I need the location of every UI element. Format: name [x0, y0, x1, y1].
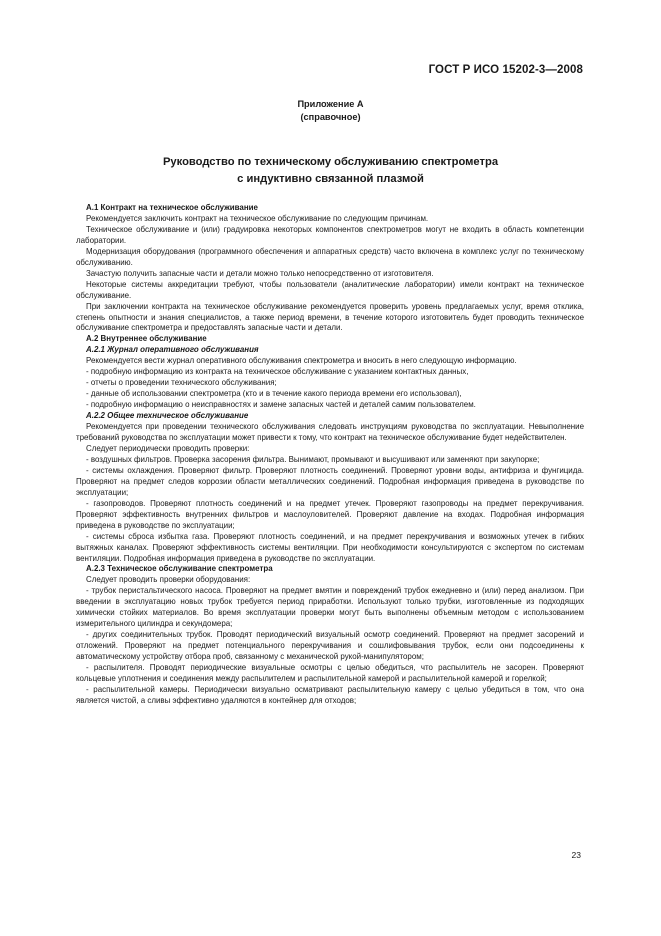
- paragraph: - системы сброса избытка газа. Проверяют плотность соединений, и на предмет перекручивания и возможных утечек в гибких вытяжных каналах. Проверяют эффективность системы вентиляции. При необходимости консультируются с экспертом по системам вентиляции. Подробная информация приведена в руководстве по эксплуатации.: [76, 531, 584, 563]
- section-heading: А.2.2 Общее техническое обслуживание: [86, 411, 249, 421]
- paragraph: Зачастую получить запасные части и детали можно только непосредственно от изготовителя.: [86, 268, 434, 278]
- paragraph: Некоторые системы аккредитации требуют, чтобы пользователи (аналитические лаборатории) имели контракт на техническое обслуживание.: [76, 279, 584, 300]
- appendix-type: (справочное): [300, 111, 361, 122]
- paragraph: Модернизация оборудования (программного обеспечения и аппаратных средств) часто включена в комплекс услуг по техническому обслуживанию.: [76, 246, 584, 267]
- paragraph: - подробную информацию о неисправностях и замене запасных частей и деталей самим пользователем.: [86, 400, 476, 410]
- section-heading: А.2.1 Журнал оперативного обслуживания: [86, 345, 259, 355]
- title-line-2: с индуктивно связанной плазмой: [237, 173, 424, 185]
- paragraph: - данные об использовании спектрометра (кто и в течение какого периода времени его использовал),: [86, 389, 462, 399]
- paragraph: - системы охлаждения. Проверяют фильтр. Проверяют плотность соединений. Проверяют уровни воды, антифриза и фунгицида. Проверяют на предмет следов коррозии области металлических соединений. Подробная информация приведена в руководстве по эксплуатации;: [76, 465, 584, 497]
- paragraph: При заключении контракта на техническое обслуживание рекомендуется проверить уровень предлагаемых услуг, время отклика, степень опытности и знания специалистов, а также период времени, в течение которого изготовитель будет проводить техническое обслуживание спектрометра и предоставлять запасные части и детали.: [76, 301, 584, 333]
- paragraph: - подробную информацию из контракта на техническое обслуживание с указанием контактных данных,: [86, 367, 469, 377]
- section-heading: А.2.3 Техническое обслуживание спектрометра: [86, 564, 273, 574]
- paragraph: Следует периодически проводить проверки:: [86, 443, 250, 453]
- document-title: [0, 154, 661, 188]
- paragraph: - отчеты о проведении технического обслуживания;: [86, 378, 277, 388]
- title-line-1: Руководство по техническому обслуживанию спектрометра: [162, 156, 499, 168]
- paragraph: Рекомендуется заключить контракт на техническое обслуживание по следующим причинам.: [86, 213, 429, 223]
- section-heading: А.1 Контракт на техническое обслуживание: [86, 203, 258, 212]
- paragraph: - трубок перистальтического насоса. Проверяют на предмет вмятин и повреждений трубок ежедневно и (или) перед анализом. При введении в эксплуатацию новых трубок требуется период приработки. Используют только трубки, изготовленные из подходящих химически стойких материалов. Во время эксплуатации проверки могут быть выполнены объемным методом с использованием измерительного цилиндра и секундомера;: [76, 586, 584, 629]
- appendix-label: Приложение А: [297, 99, 364, 109]
- paragraph: Следует проводить проверки оборудования:: [86, 575, 251, 585]
- paragraph: - распылительной камеры. Периодически визуально осматривают распылительную камеру с целью убедиться в том, что она является чистой, а сливы эффективно удаляются в контейнер для отходов;: [76, 684, 584, 705]
- paragraph: - распылителя. Проводят периодические визуальные осмотры с целью обедиться, что распылитель не засорен. Проверяют кольцевые уплотнения и соединения между распылителем и распылительной камерой и распылительной камерой и горелкой;: [76, 663, 584, 683]
- paragraph: - газопроводов. Проверяют плотность соединений и на предмет утечек. Проверяют газопроводы на предмет перекручивания. Проверяют эффективность внутренних фильтров и маслоуловителей. Проверяют давление на входах. Подробная информация приведена в руководстве по эксплуатации;: [76, 498, 584, 530]
- paragraph: - других соединительных трубок. Проводят периодический визуальный осмотр соединений. Проверяют на предмет засорений и отложений. Проверяют на предмет потенциального перекручивания и сошлифовывания трубок, если они подсоединены к автоматическому устройству отбора проб, связанному с механической рукой-манипулятором;: [76, 630, 584, 662]
- appendix-heading: [0, 98, 661, 123]
- standard-header: ГОСТ Р ИСО 15202-3—2008: [428, 64, 583, 76]
- body-text: [76, 203, 584, 707]
- paragraph: Рекомендуется при проведении технического обслуживания следовать инструкциям руководства по эксплуатации. Невыполнение требований руководства по эксплуатации может привести к тому, что контракт на техническое обслуживание будет недействителен.: [76, 422, 584, 443]
- page-number: 23: [571, 850, 581, 860]
- paragraph: Техническое обслуживание и (или) градуировка некоторых компонентов спектрометров могут не входить в область компетенции лаборатории.: [76, 224, 584, 245]
- section-heading: А.2 Внутреннее обслуживание: [86, 334, 207, 344]
- paragraph: - воздушных фильтров. Проверка засорения фильтра. Вынимают, промывают и высушивают или заменяют при закупорке;: [86, 454, 540, 464]
- paragraph: Рекомендуется вести журнал оперативного обслуживания спектрометра и вносить в него следующую информацию.: [86, 356, 517, 366]
